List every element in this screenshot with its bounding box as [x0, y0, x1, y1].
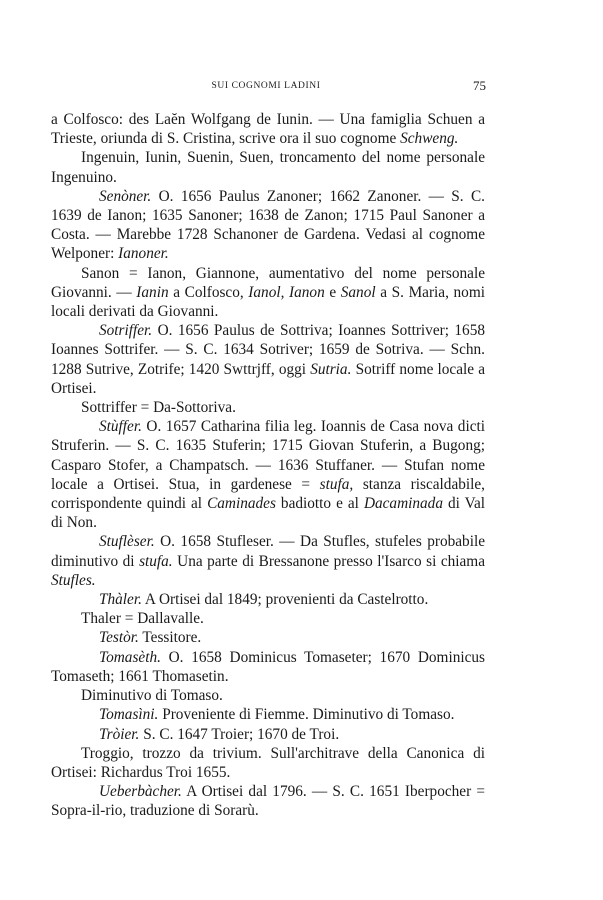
text-run: A Ortisei dal 1849; provenienti da Castelrotto.	[141, 591, 429, 609]
paragraph	[51, 148, 485, 186]
paragraph	[51, 744, 485, 782]
italic-term: Tomasìni.	[99, 706, 159, 724]
italic-term: Sotriffer.	[99, 322, 153, 340]
paragraph	[51, 782, 485, 820]
italic-term: Ianin	[136, 283, 169, 301]
italic-term: Tròier.	[99, 725, 140, 743]
paragraph	[51, 705, 485, 724]
paragraph	[51, 110, 485, 148]
paragraph	[51, 590, 485, 609]
text-run: n Wolfgang de Iunin. — Una famiglia Schuen a Trieste, oriunda di S. Cristina, scrive ora il suo cognome	[51, 111, 485, 148]
text-run: O. 1657 Catharina filia leg. Ioannis de Casa nova dicti Struferin. — S. C. 1635 Stuferin; 1715 Giovan Stuferin, a Bugong; Casparo Stofer, a Champatsch. — 1636 Stuffaner. — Stufan nome locale a Ortisei. Stua, in gardenese =	[51, 418, 485, 493]
running-head	[46, 78, 486, 98]
italic-term: Stuflèser.	[99, 533, 155, 551]
paragraph	[51, 187, 485, 264]
text-run: Troggio, trozzo da trivium. Sull'architrave della Canonica di Ortisei: Richardus Troi 1655.	[51, 744, 485, 781]
paragraph	[51, 398, 485, 417]
text-run: Thaler = Dallavalle.	[81, 610, 204, 628]
text-run: A Ortisei dal 1796. — S. C. 1651 Iberpocher = Sopra-il-rio, traduzione di Sorarù.	[51, 783, 485, 820]
italic-term: Thàler.	[99, 591, 142, 609]
paragraph	[51, 725, 485, 744]
text-run: Ingenuin, Iunin, Suenin, Suen, troncamento del nome personale Ingenuino.	[51, 149, 485, 186]
italic-term: Stùffer.	[99, 418, 142, 436]
text-run: Tessitore.	[138, 629, 202, 647]
text-run: stanza riscaldabile, corrispondente quindi al	[51, 475, 485, 513]
paragraph	[51, 628, 485, 647]
text-run: O. 1656 Paulus Zanoner; 1662 Zanoner. — S. C. 1639 de Ianon; 1635 Sanoner; 1638 de Zanon; 1715 Paul Sanoner a Costa. — Marebbe 1728 Schanoner de Gardena. Vedasi al cognome Welponer:	[51, 187, 485, 263]
text-run: a Colfosco: des La	[51, 111, 171, 128]
italic-term: Ianoner.	[118, 245, 169, 263]
text-run: ĕ	[170, 111, 178, 128]
text-run: e	[324, 283, 341, 301]
paragraph	[51, 686, 485, 705]
text-run: O. 1658 Dominicus Tomaseter; 1670 Dominicus Tomaseth; 1661 Thomasetin.	[51, 648, 485, 685]
paragraph	[51, 417, 485, 532]
text-run: Sotriff nome locale a Ortisei.	[51, 360, 485, 397]
paragraph	[51, 321, 485, 398]
italic-term: Ueberbàcher.	[99, 783, 182, 801]
text-run: badiotto e al	[275, 495, 364, 513]
text-run: S. C. 1647 Troier; 1670 de Troi.	[139, 725, 340, 743]
italic-term: Stufles.	[51, 571, 96, 589]
text-run: O. 1658 Stufleser. — Da Stufles, stufeles probabile diminutivo di	[51, 533, 485, 570]
body-text	[51, 110, 485, 821]
italic-term: Ianol, Ianon	[248, 283, 325, 301]
text-run: Sanon = Ianon, Giannone, aumentativo del nome personale Giovanni. —	[51, 264, 485, 301]
page-number: 75	[473, 78, 486, 93]
text-run: Proveniente di Fiemme. Diminutivo di Tomaso.	[158, 706, 455, 724]
text-run: Sottriffer = Da-Sottoriva.	[81, 399, 236, 417]
italic-term: stufa,	[319, 475, 354, 493]
text-run: Una parte di Bressanone presso l'Isarco si chiama	[172, 552, 485, 570]
italic-term: Tomasèth.	[99, 648, 161, 666]
text-run: a Colfosco,	[168, 283, 249, 301]
text-run: Diminutivo di Tomaso.	[81, 687, 223, 705]
italic-term: Sutria.	[310, 360, 352, 378]
italic-term: Sanol	[340, 283, 376, 301]
italic-term: stufa.	[139, 552, 173, 570]
text-run: di Val di Non.	[51, 495, 486, 532]
text-run: a S. Maria, nomi locali derivati da Giovanni.	[51, 283, 485, 321]
text-run: O. 1656 Paulus de Sottriva; Ioannes Sottriver; 1658 Ioannes Sottrifer. — S. C. 1634 Sotriver; 1659 de Sotriva. — Schn. 1288 Sutrive, Zotrife; 1420 Swttrjff, oggi	[51, 322, 485, 378]
running-head-title: SUI COGNOMI LADINI	[211, 81, 321, 91]
paragraph	[51, 264, 485, 322]
paragraph	[51, 609, 485, 628]
paragraph	[51, 532, 485, 590]
italic-term: Schweng.	[400, 130, 459, 148]
italic-term: Dacaminada	[363, 495, 443, 513]
italic-term: Caminades	[207, 495, 276, 513]
italic-term: Testòr.	[99, 629, 139, 647]
paragraph	[51, 648, 485, 686]
italic-term: Senòner.	[99, 187, 152, 205]
